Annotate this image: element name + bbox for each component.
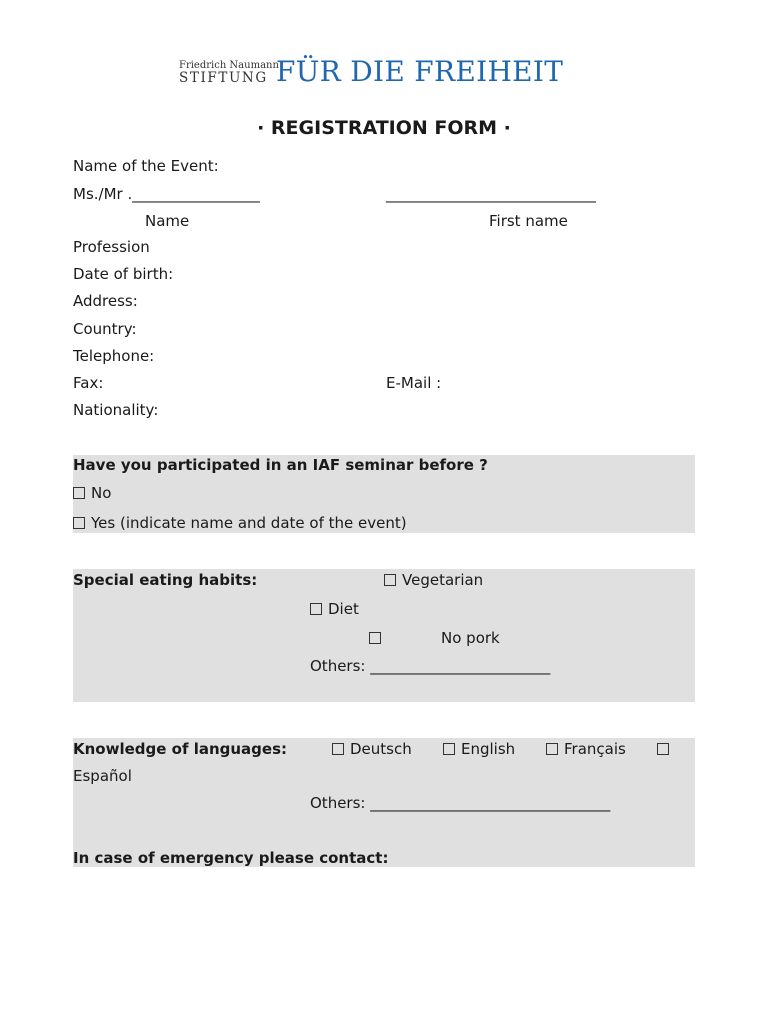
checkbox-icon[interactable]	[657, 743, 669, 755]
deutsch-option[interactable]	[332, 740, 412, 758]
email-label: E-Mail :	[386, 374, 442, 392]
vegetarian-option[interactable]	[384, 571, 483, 589]
checkbox-icon[interactable]	[332, 743, 344, 755]
logo-main-text: FÜR DIE FREIHEIT	[276, 55, 564, 88]
seminar-no-label: No	[91, 484, 112, 502]
no-pork-label: No pork	[441, 629, 500, 647]
seminar-no-option[interactable]	[73, 484, 111, 502]
espanol-checkbox[interactable]	[657, 740, 675, 758]
profession-label: Profession	[73, 238, 150, 256]
dob-label: Date of birth:	[73, 265, 174, 283]
first-name-caption: First name	[489, 212, 568, 230]
first-name-blank[interactable]: ____________________________	[386, 185, 596, 203]
no-pork-checkbox[interactable]	[369, 629, 387, 647]
seminar-yes-label: Yes (indicate name and date of the event)	[91, 514, 407, 532]
languages-others-field[interactable]: Others: ________________________________	[310, 794, 611, 812]
seminar-question: Have you participated in an IAF seminar before ?	[73, 456, 488, 474]
deutsch-label: Deutsch	[350, 740, 412, 758]
diet-option[interactable]	[310, 600, 359, 618]
vegetarian-label: Vegetarian	[402, 571, 484, 589]
checkbox-icon[interactable]	[443, 743, 455, 755]
checkbox-icon[interactable]	[73, 517, 85, 529]
logo-line-1: Friedrich Naumann	[179, 60, 279, 71]
address-label: Address:	[73, 292, 138, 310]
english-option[interactable]	[443, 740, 515, 758]
salutation-text: Ms./Mr .	[73, 185, 133, 203]
checkbox-icon[interactable]	[384, 574, 396, 586]
name-blank[interactable]: _________________	[132, 185, 260, 203]
country-label: Country:	[73, 320, 137, 338]
checkbox-icon[interactable]	[310, 603, 322, 615]
salutation-label	[73, 185, 260, 203]
logo-line-2: STIFTUNG	[179, 70, 268, 86]
eating-label: Special eating habits:	[73, 571, 258, 589]
diet-label: Diet	[328, 600, 359, 618]
telephone-label: Telephone:	[73, 347, 155, 365]
english-label: English	[461, 740, 516, 758]
checkbox-icon[interactable]	[546, 743, 558, 755]
francais-option[interactable]	[546, 740, 626, 758]
name-caption: Name	[145, 212, 190, 230]
checkbox-icon[interactable]	[369, 632, 381, 644]
form-title: · REGISTRATION FORM ·	[257, 117, 511, 139]
francais-label: Français	[564, 740, 626, 758]
fax-label: Fax:	[73, 374, 104, 392]
languages-label: Knowledge of languages:	[73, 740, 288, 758]
nationality-label: Nationality:	[73, 401, 159, 419]
espanol-label: Español	[73, 767, 132, 785]
event-name-label: Name of the Event:	[73, 157, 219, 175]
checkbox-icon[interactable]	[73, 487, 85, 499]
eating-others-field[interactable]: Others: ________________________	[310, 657, 551, 675]
emergency-contact-label: In case of emergency please contact:	[73, 849, 389, 867]
seminar-yes-option[interactable]	[73, 514, 407, 532]
